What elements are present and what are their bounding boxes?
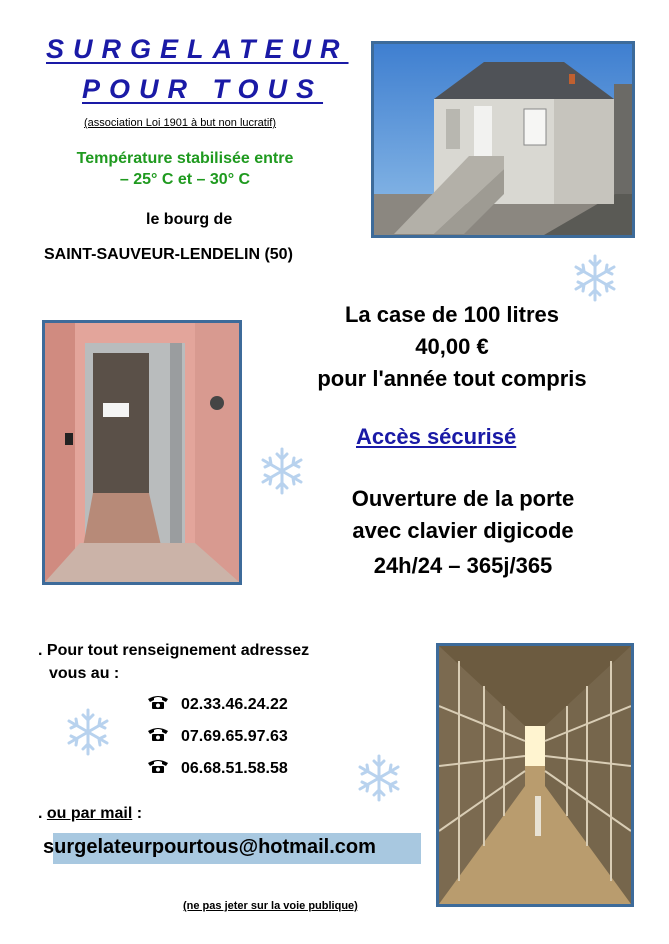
opening-hours: 24h/24 – 365j/365 [373, 553, 553, 578]
snowflake-icon [570, 253, 620, 303]
commune-name: SAINT-SAUVEUR-LENDELIN (50) [44, 246, 293, 263]
email-address[interactable]: surgelateurpourtous@hotmail.com [43, 833, 421, 864]
telephone-icon [147, 758, 169, 779]
phone-entry [147, 694, 288, 715]
offer-price: 40,00 € [415, 334, 489, 359]
snowflake-icon [257, 446, 307, 496]
snowflake-icon [63, 707, 113, 757]
mail-label [38, 805, 142, 823]
temperature-line-2: – 25° C et – 30° C [119, 171, 251, 188]
contact-intro-line-1: . Pour tout renseignement adressez [38, 642, 310, 659]
secured-access-heading: Accès sécurisé [356, 424, 517, 449]
door-line-1: Ouverture de la porte [351, 486, 575, 511]
phone-number[interactable]: 02.33.46.24.22 [181, 695, 288, 713]
title-line-2: POUR TOUS [82, 74, 324, 104]
phone-number[interactable]: 07.69.65.97.63 [181, 727, 288, 745]
temperature-line-1: Température stabilisée entre [76, 150, 294, 167]
snowflake-icon [354, 753, 404, 803]
mail-prefix: . [38, 805, 43, 822]
building-photo [371, 41, 635, 238]
footer-notice: (ne pas jeter sur la voie publique) [183, 900, 358, 912]
mail-suffix: : [132, 805, 143, 822]
contact-intro-line-2: vous au : [49, 665, 120, 682]
contact-intro [38, 639, 398, 685]
freezer-door-photo [42, 320, 242, 585]
temperature-info [30, 148, 340, 190]
phone-number[interactable]: 06.68.51.58.58 [181, 759, 288, 777]
phone-entry [147, 758, 288, 779]
title-line-1: SURGELATEUR [46, 34, 349, 64]
price-offer [270, 299, 634, 395]
telephone-icon [147, 694, 169, 715]
phone-entry [147, 726, 288, 747]
association-note: (association Loi 1901 à but non lucratif) [84, 117, 277, 129]
offer-line-1: La case de 100 litres [344, 302, 560, 327]
door-line-2: avec clavier digicode [352, 518, 574, 543]
storage-aisle-photo [436, 643, 634, 907]
door-opening-info [290, 483, 636, 547]
mail-label-text: ou par mail [46, 805, 133, 822]
bourg-label: le bourg de [146, 211, 233, 228]
telephone-icon [147, 726, 169, 747]
offer-line-3: pour l'année tout compris [317, 366, 587, 391]
